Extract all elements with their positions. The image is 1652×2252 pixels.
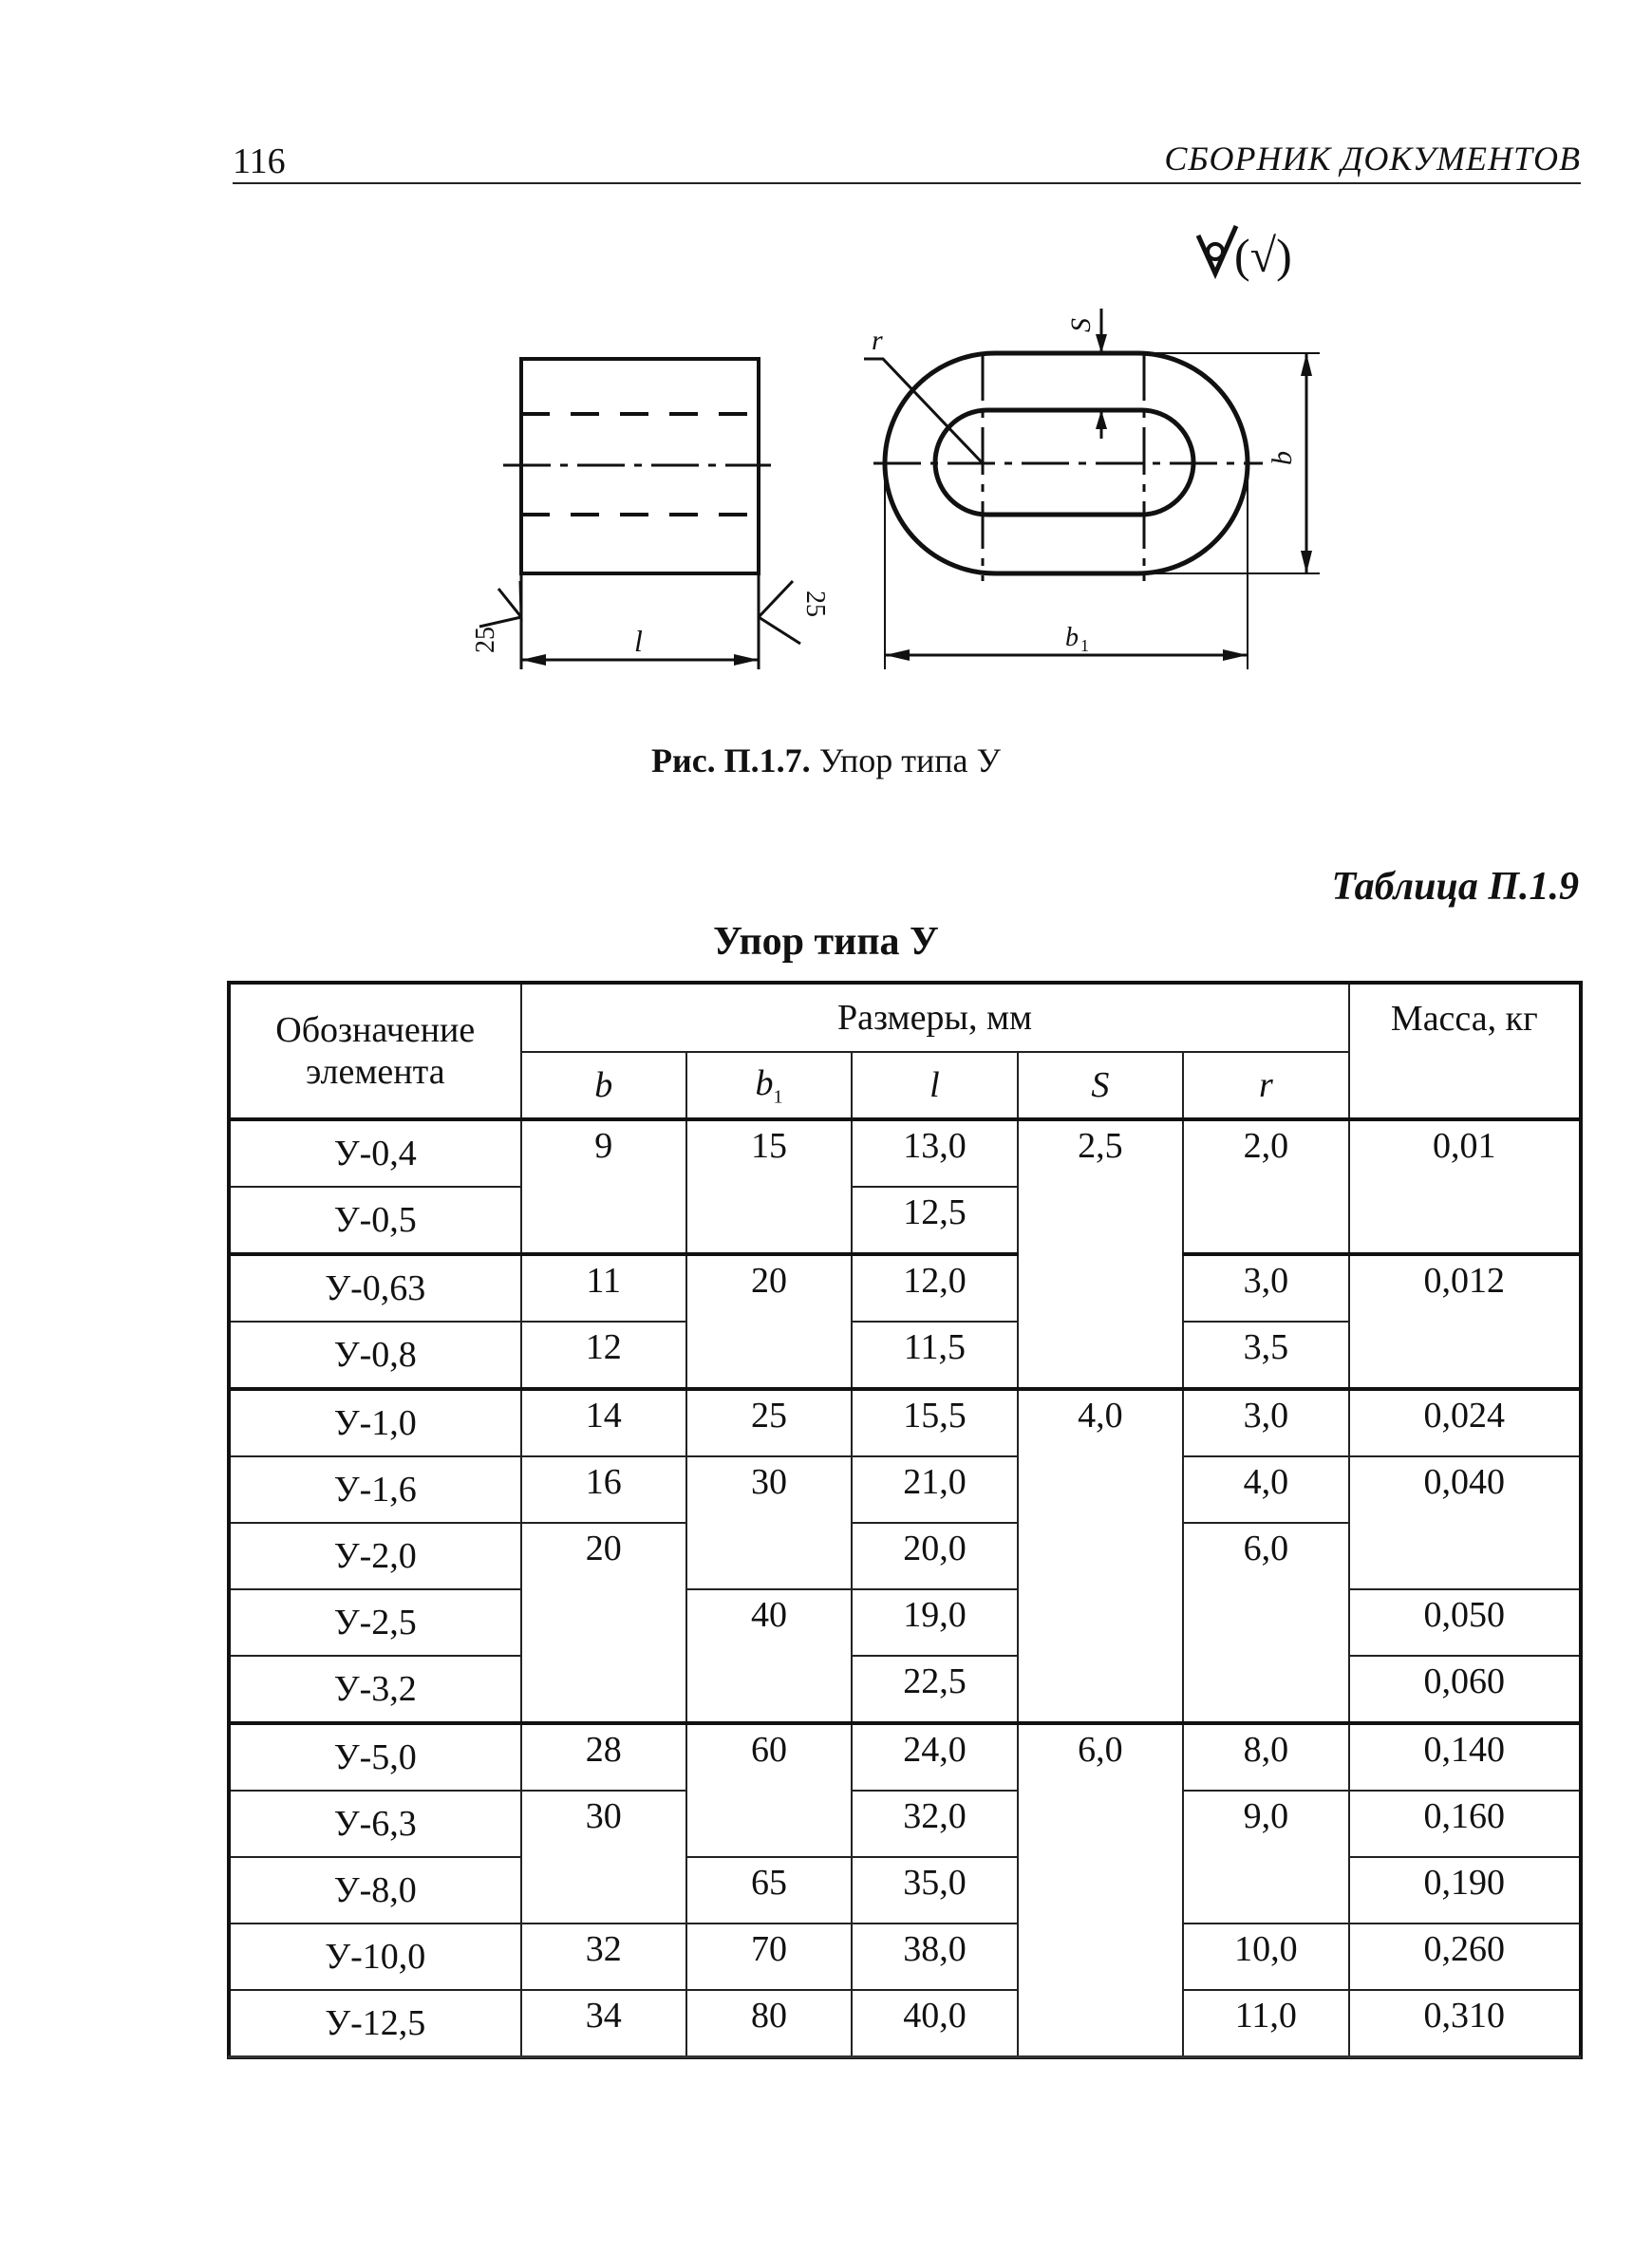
cell-name: У-1,0 <box>229 1389 521 1456</box>
cell-r: 2,0 <box>1183 1119 1348 1254</box>
cell-mass: 0,140 <box>1349 1723 1581 1791</box>
cell-name: У-0,63 <box>229 1254 521 1322</box>
cell-b1: 20 <box>686 1254 852 1389</box>
cell-l: 13,0 <box>852 1119 1017 1187</box>
cell-name: У-3,2 <box>229 1656 521 1723</box>
header-b1 <box>686 1052 852 1119</box>
figure-drawing <box>0 0 1652 722</box>
cell-b: 30 <box>521 1791 686 1924</box>
table-row <box>229 1589 1581 1656</box>
cell-mass: 0,260 <box>1349 1924 1581 1990</box>
cell-r: 3,0 <box>1183 1254 1348 1322</box>
header-designation: Обозначение элемента <box>229 983 521 1119</box>
header-dimensions: Размеры, мм <box>521 983 1349 1052</box>
cell-r: 6,0 <box>1183 1523 1348 1723</box>
cell-mass: 0,050 <box>1349 1589 1581 1656</box>
cell-name: У-6,3 <box>229 1791 521 1857</box>
cell-name: У-12,5 <box>229 1990 521 2057</box>
cell-mass: 0,012 <box>1349 1254 1581 1389</box>
cell-l: 12,0 <box>852 1254 1017 1322</box>
label-b1-sub: 1 <box>1080 636 1089 655</box>
roughness-symbol-icon <box>1198 226 1292 282</box>
cell-r: 9,0 <box>1183 1791 1348 1924</box>
cell-b: 32 <box>521 1924 686 1990</box>
header-l: l <box>852 1052 1017 1119</box>
cell-b1: 60 <box>686 1723 852 1857</box>
cell-b: 34 <box>521 1990 686 2057</box>
cell-name: У-10,0 <box>229 1924 521 1990</box>
cell-name: У-1,6 <box>229 1456 521 1523</box>
cell-l: 32,0 <box>852 1791 1017 1857</box>
cell-b: 28 <box>521 1723 686 1791</box>
caption-number: Рис. П.1.7. <box>650 741 811 779</box>
cell-l: 40,0 <box>852 1990 1017 2057</box>
cell-b: 12 <box>521 1322 686 1389</box>
cell-name: У-0,8 <box>229 1322 521 1389</box>
cell-mass: 0,01 <box>1349 1119 1581 1254</box>
top-view <box>864 309 1320 669</box>
cell-name: У-5,0 <box>229 1723 521 1791</box>
roughness-symbol-text: (√) <box>1234 229 1292 282</box>
header-b1-letter: b <box>755 1062 774 1103</box>
cell-b1: 70 <box>686 1924 852 1990</box>
cell-b1: 15 <box>686 1119 852 1254</box>
label-b: b <box>1267 451 1298 465</box>
cell-mass: 0,040 <box>1349 1456 1581 1589</box>
table-row <box>229 1456 1581 1523</box>
cell-name: У-2,5 <box>229 1589 521 1656</box>
table-row <box>229 1656 1581 1723</box>
cell-b1: 40 <box>686 1589 852 1723</box>
data-table <box>227 981 1583 2059</box>
cell-mass: 0,024 <box>1349 1389 1581 1456</box>
cell-l: 12,5 <box>852 1187 1017 1254</box>
stop-drawing <box>0 0 1652 722</box>
caption-text: Упор типа У <box>810 741 1002 779</box>
cell-l: 24,0 <box>852 1723 1017 1791</box>
cell-l: 35,0 <box>852 1857 1017 1924</box>
cell-mass: 0,160 <box>1349 1791 1581 1857</box>
running-head: СБОРНИК ДОКУМЕНТОВ <box>1164 140 1581 178</box>
cell-r: 3,0 <box>1183 1389 1348 1456</box>
cell-b1: 25 <box>686 1389 852 1456</box>
header-b1-sub: 1 <box>773 1086 783 1108</box>
header-r: r <box>1183 1052 1348 1119</box>
figure-caption <box>0 741 1652 780</box>
label-l: l <box>634 624 643 658</box>
cell-l: 19,0 <box>852 1589 1017 1656</box>
cell-r: 8,0 <box>1183 1723 1348 1791</box>
table-row <box>229 1389 1581 1456</box>
label-roughness-right: 25 <box>800 591 830 617</box>
cell-S: 2,5 <box>1018 1119 1183 1389</box>
cell-name: У-2,0 <box>229 1523 521 1589</box>
cell-r: 11,0 <box>1183 1990 1348 2057</box>
table-row <box>229 1254 1581 1322</box>
table-row <box>229 1723 1581 1791</box>
cell-l: 22,5 <box>852 1656 1017 1723</box>
header-mass: Масса, кг <box>1349 983 1581 1119</box>
table-row <box>229 1791 1581 1857</box>
cell-l: 11,5 <box>852 1322 1017 1389</box>
cell-name: У-8,0 <box>229 1857 521 1924</box>
cell-b1: 65 <box>686 1857 852 1924</box>
table-row <box>229 1924 1581 1990</box>
cell-S: 4,0 <box>1018 1389 1183 1723</box>
cell-l: 38,0 <box>852 1924 1017 1990</box>
label-roughness-left: 25 <box>471 627 500 653</box>
cell-l: 20,0 <box>852 1523 1017 1589</box>
cell-r: 10,0 <box>1183 1924 1348 1990</box>
cell-r: 3,5 <box>1183 1322 1348 1389</box>
cell-r: 4,0 <box>1183 1456 1348 1523</box>
cell-name: У-0,5 <box>229 1187 521 1254</box>
cell-mass: 0,190 <box>1349 1857 1581 1924</box>
cell-b: 16 <box>521 1456 686 1523</box>
cell-b1: 80 <box>686 1990 852 2057</box>
cell-b: 9 <box>521 1119 686 1254</box>
page-number: 116 <box>233 141 286 181</box>
header-S: S <box>1018 1052 1183 1119</box>
cell-name: У-0,4 <box>229 1119 521 1187</box>
cell-S: 6,0 <box>1018 1723 1183 2057</box>
cell-mass: 0,310 <box>1349 1990 1581 2057</box>
footer-rule <box>228 2055 1581 2058</box>
cell-b: 11 <box>521 1254 686 1322</box>
cell-l: 21,0 <box>852 1456 1017 1523</box>
cell-l: 15,5 <box>852 1389 1017 1456</box>
cell-b1: 30 <box>686 1456 852 1589</box>
label-b1: b <box>1065 623 1079 652</box>
table-row <box>229 1857 1581 1924</box>
side-view <box>471 359 830 669</box>
table-title: Упор типа У <box>713 920 939 964</box>
cell-b: 14 <box>521 1389 686 1456</box>
table-row <box>229 1990 1581 2057</box>
header-b: b <box>521 1052 686 1119</box>
cell-b: 20 <box>521 1523 686 1723</box>
label-S: S <box>1065 318 1097 332</box>
table-row <box>229 1119 1581 1187</box>
cell-mass: 0,060 <box>1349 1656 1581 1723</box>
table-label: Таблица П.1.9 <box>1331 865 1579 909</box>
label-r: r <box>872 325 883 356</box>
